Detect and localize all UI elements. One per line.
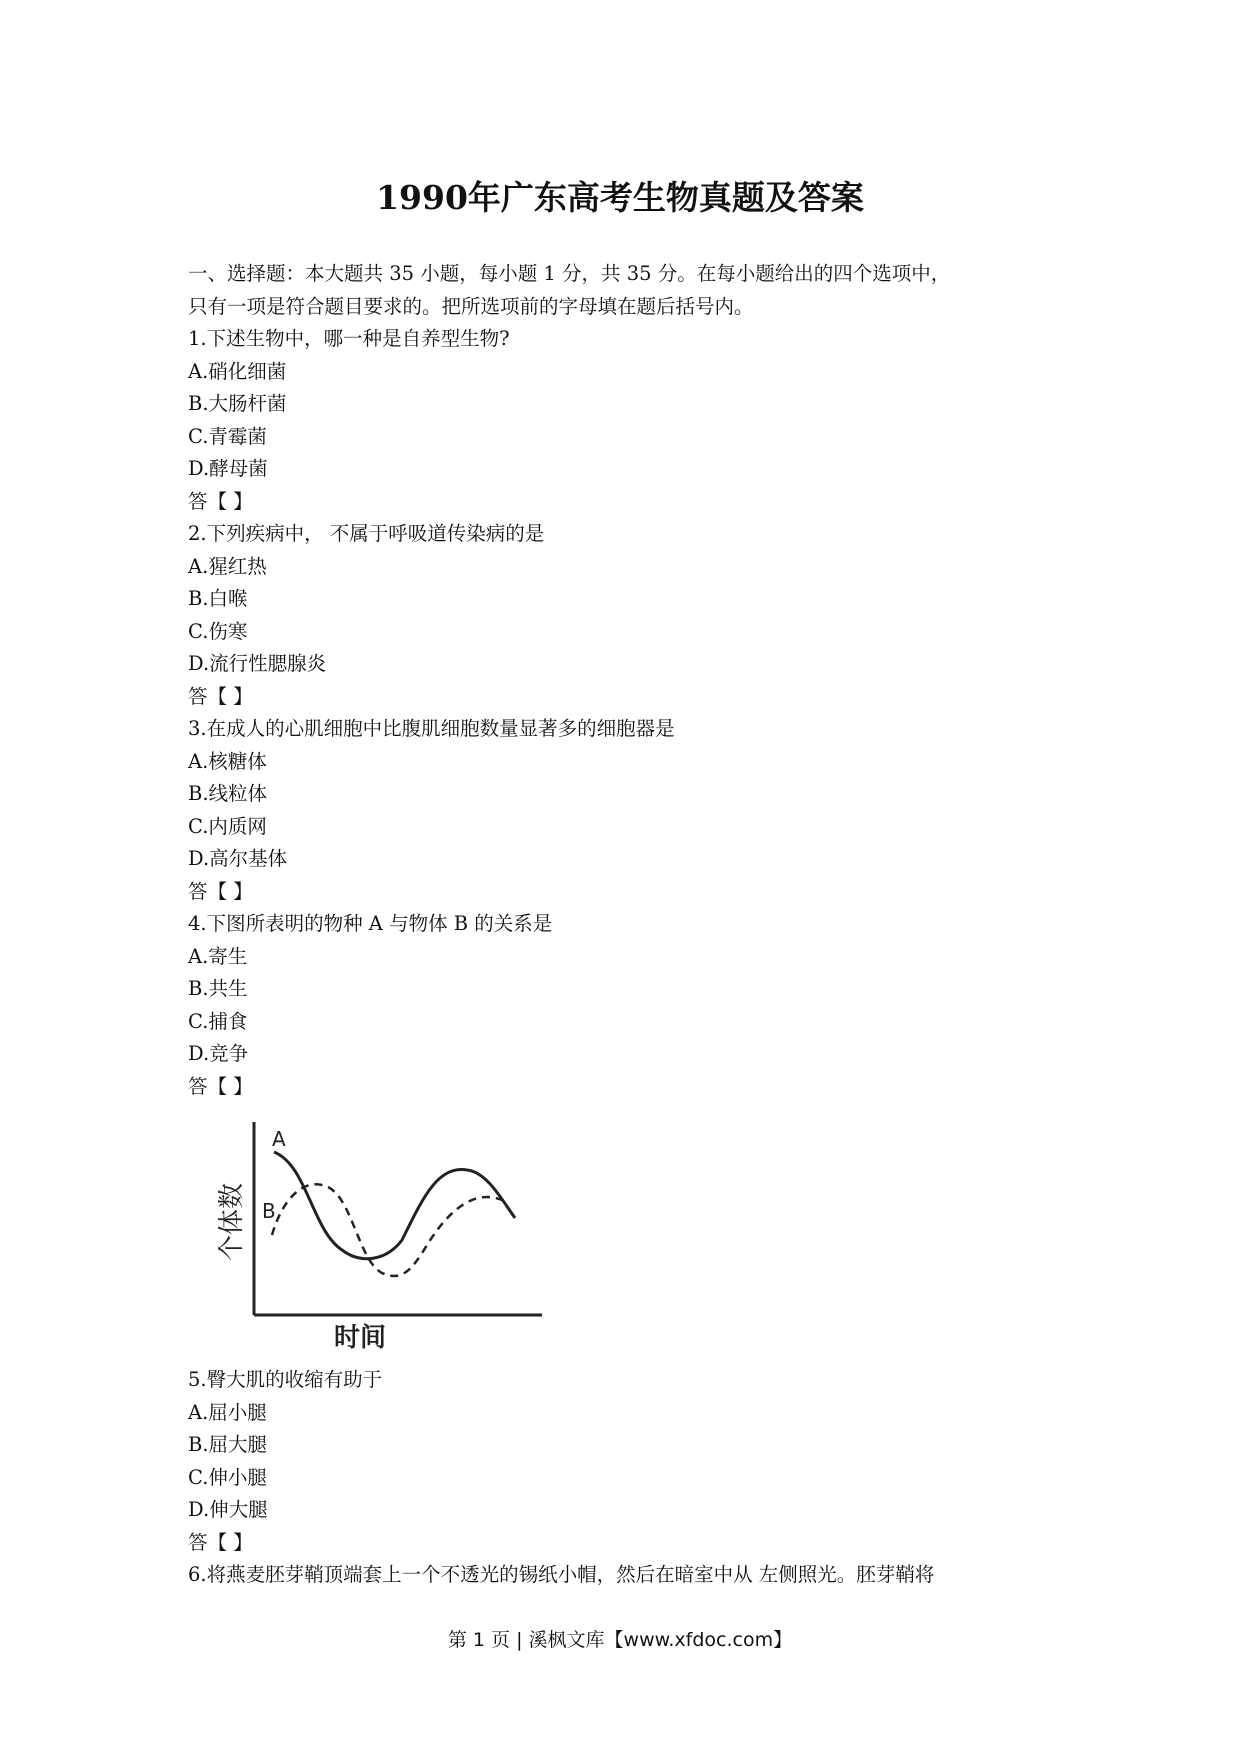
question-stem: 3.在成人的心肌细胞中比腹肌细胞数量显著多的细胞器是	[188, 717, 675, 740]
question-stem: 5.臀大肌的收缩有助于	[188, 1368, 383, 1391]
option: C.伸小腿	[188, 1465, 267, 1489]
option: D.酵母菌	[188, 457, 268, 480]
option: A.屈小腿	[188, 1400, 267, 1424]
figure-x-label: 时间	[333, 1323, 387, 1350]
option: C.内质网	[188, 814, 267, 838]
option: D.伸大腿	[188, 1498, 268, 1521]
question-stem: 4.下图所表明的物种 A 与物体 B 的关系是	[188, 912, 553, 935]
option: A.寄生	[188, 944, 248, 968]
option: C.伤寒	[188, 619, 248, 643]
population-figure	[212, 1110, 572, 1350]
option: B.屈大腿	[188, 1433, 268, 1456]
option: C.青霉菌	[188, 424, 267, 448]
option: C.捕食	[188, 1009, 248, 1033]
option: D.高尔基体	[188, 847, 288, 870]
option: B.线粒体	[188, 782, 268, 805]
answer-blank: 答【 】	[188, 684, 253, 708]
option: B.大肠杆菌	[188, 392, 287, 415]
answer-blank: 答【 】	[188, 1074, 253, 1098]
page-footer: 第 1 页 | 溪枫文库【www.xfdoc.com】	[447, 1629, 793, 1651]
label-a: A	[272, 1127, 286, 1151]
option: B.共生	[188, 977, 248, 1000]
instructions-line-1: 一、选择题：本大题共 35 小题，每小题 1 分，共 35 分。在每小题给出的四个选项中，	[188, 262, 951, 285]
option: A.猩红热	[188, 554, 267, 578]
question-list	[188, 258, 1068, 1103]
option: D.流行性腮腺炎	[188, 652, 327, 675]
option: A.硝化细菌	[188, 359, 287, 383]
answer-blank: 答【 】	[188, 1530, 253, 1554]
answer-blank: 答【 】	[188, 489, 253, 513]
question-list-continued	[188, 1364, 1068, 1592]
curve-a	[274, 1152, 515, 1259]
question-stem: 6.将燕麦胚芽鞘顶端套上一个不透光的锡纸小帽，然后在暗室中从 左侧照光。胚芽鞘将	[188, 1563, 935, 1586]
option: D.竞争	[188, 1042, 249, 1065]
label-b: B	[262, 1199, 276, 1223]
answer-blank: 答【 】	[188, 879, 253, 903]
figure-y-label: 个体数	[217, 1182, 247, 1262]
option: A.核糖体	[188, 749, 267, 773]
question-stem: 1.下述生物中，哪一种是自养型生物?	[188, 327, 510, 350]
page-title: 1990年广东高考生物真题及答案	[376, 178, 864, 217]
option: B.白喉	[188, 587, 248, 610]
curve-b	[272, 1184, 502, 1276]
instructions-line-2: 只有一项是符合题目要求的。把所选项前的字母填在题后括号内。	[188, 294, 754, 318]
question-stem: 2.下列疾病中， 不属于呼吸道传染病的是	[188, 522, 545, 545]
